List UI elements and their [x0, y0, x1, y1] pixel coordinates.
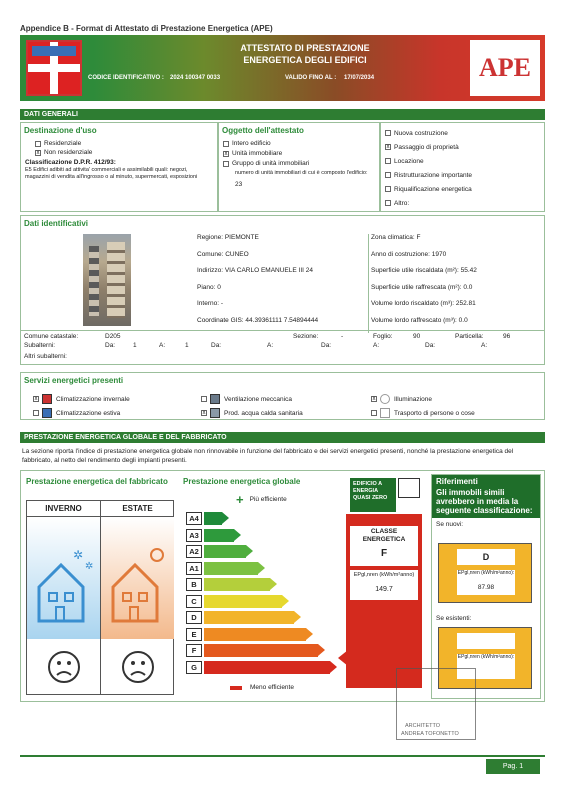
catasto-row-3: Altri subalterni:	[24, 353, 67, 360]
classe-label: CLASSE ENERGETICA	[350, 526, 418, 548]
class-label-f: F	[186, 644, 202, 657]
oggetto-box	[218, 122, 380, 212]
nuovi-class-card	[438, 543, 532, 603]
valid-label: VALIDO FINO AL :	[285, 75, 337, 81]
field-sup-raffrescata: Superficie utile raffrescata (m²): 0.0	[371, 283, 473, 291]
code-label: CODICE IDENTIFICATIVO :	[88, 75, 164, 81]
field-anno-costruzione: Anno di costruzione: 1970	[371, 250, 447, 258]
ep-label: EPgl,nren (kWh/m²anno)	[350, 570, 418, 586]
nzeb-checkbox	[398, 478, 420, 498]
option-ristrutturazione[interactable]: Ristrutturazione importante	[381, 168, 544, 182]
checkbox-checked-icon[interactable]: x	[36, 149, 40, 156]
valid-value: 17/07/2034	[344, 75, 375, 81]
servizio-ventilazione[interactable]: Ventilazione meccanica	[201, 394, 292, 404]
class-bar-e	[204, 628, 306, 641]
servizio-illuminazione[interactable]: x Illuminazione	[372, 395, 432, 403]
checkbox-checked-icon[interactable]: x	[372, 396, 376, 402]
nuovi-ep-value: 87.98	[457, 584, 515, 595]
winter-panel	[27, 517, 101, 639]
fabbricato-title: Prestazione energetica del fabbricato	[26, 477, 168, 486]
class-label-c: C	[186, 595, 202, 608]
catasto-row-2: Subalterni: Da: 1 A: 1 Da: A: Da: A: Da: A:	[24, 342, 488, 349]
classification-title: Classificazione D.P.R. 412/93:	[25, 159, 116, 166]
building-photo	[83, 234, 131, 326]
class-label-a4: A4	[186, 512, 202, 525]
class-bar-g	[204, 661, 330, 674]
riferimenti-subtitle: Gli immobili simili avrebbero in media la seguente classificazione:	[432, 488, 540, 518]
plus-icon: +	[236, 492, 244, 507]
elevator-icon	[380, 408, 390, 418]
motivo-box	[380, 122, 545, 212]
checkbox-icon[interactable]	[385, 130, 391, 136]
option-riqualificazione[interactable]: Riqualificazione energetica	[381, 182, 544, 196]
sad-face-icon	[121, 650, 155, 684]
option-non-residenziale[interactable]: x Non residenziale	[36, 149, 93, 156]
radiator-icon	[42, 394, 52, 404]
minus-icon	[230, 686, 242, 690]
servizio-acqua-calda[interactable]: x Prod. acqua calda sanitaria	[202, 409, 303, 417]
summer-header: ESTATE	[101, 501, 174, 517]
classe-value: F	[350, 548, 418, 566]
checkbox-icon[interactable]	[223, 161, 229, 167]
checkbox-checked-icon[interactable]: x	[34, 396, 38, 402]
winter-rating-face	[27, 639, 101, 695]
option-residenziale[interactable]: Residenziale	[21, 140, 217, 147]
svg-text:✲: ✲	[73, 548, 84, 562]
region-logo	[26, 40, 82, 96]
checkbox-checked-icon[interactable]: x	[224, 150, 228, 157]
class-bar-a4	[204, 512, 222, 525]
checkbox-icon[interactable]	[223, 141, 229, 147]
tap-icon	[210, 408, 220, 418]
class-bar-a2	[204, 545, 246, 558]
snowflake-icon	[42, 408, 52, 418]
fan-icon	[210, 394, 220, 404]
dati-identificativi-title: Dati identificativi	[24, 219, 89, 228]
banner-title-1: ATTESTATO DI PRESTAZIONE	[240, 43, 370, 53]
destinazione-title: Destinazione d'uso	[24, 126, 97, 135]
winter-header: INVERNO	[27, 501, 101, 517]
prestazione-intro: La sezione riporta l'indice di prestazione energetica globale non rinnovabile in funzione del fabbricato e dei servizi energetici presenti, nonché la prestazione energetica del fabbricato, al netto del rendimento degli impianti presenti.	[22, 448, 514, 464]
stamp-line-2: ANDREA TOFONETTO	[401, 731, 459, 737]
class-bar-b	[204, 578, 270, 591]
class-label-e: E	[186, 628, 202, 641]
servizio-clima-invernale[interactable]: x Climatizzazione invernale	[34, 395, 130, 403]
checkbox-icon[interactable]	[385, 172, 391, 178]
oggetto-title: Oggetto dell'attestato	[222, 126, 304, 135]
header-banner	[20, 35, 545, 101]
esistenti-class-value	[457, 633, 515, 649]
nuovi-label: Se nuovi:	[436, 521, 464, 528]
field-piano: Piano: 0	[197, 283, 221, 291]
destinazione-box	[20, 122, 218, 212]
section-prestazione: PRESTAZIONE ENERGETICA GLOBALE E DEL FABBRICATO	[20, 432, 545, 443]
ep-value: 149.7	[350, 586, 418, 600]
classification-text: E5 Edifici adibiti ad attivita' commerciali e assimilabili quali: negozi, magazzini di vendita all'ingrosso o al minuto, supermercati, esposizioni	[25, 167, 198, 180]
checkbox-checked-icon[interactable]: x	[202, 410, 206, 416]
servizi-box	[20, 372, 545, 420]
svg-text:✲: ✲	[85, 561, 94, 572]
doc-heading: Appendice B - Format di Attestato di Prestazione Energetica (APE)	[20, 24, 273, 33]
fabbricato-table	[26, 500, 174, 695]
class-label-a3: A3	[186, 529, 202, 542]
field-vol-riscaldato: Volume lordo riscaldato (m³): 252.81	[371, 300, 476, 307]
banner-title-2: ENERGETICA DEGLI EDIFICI	[243, 55, 367, 65]
checkbox-icon[interactable]	[33, 410, 39, 416]
class-label-g: G	[186, 661, 202, 674]
field-sup-riscaldata: Superficie utile riscaldata (m²): 55.42	[371, 267, 477, 274]
class-label-b: B	[186, 578, 202, 591]
field-comune: Comune: CUNEO	[197, 250, 249, 258]
option-gruppo-unita[interactable]: Gruppo di unità immobiliari	[219, 160, 379, 167]
field-regione: Regione: PIEMONTE	[197, 234, 259, 241]
summer-rating-face	[101, 639, 174, 695]
riferimenti-panel	[431, 474, 541, 699]
esistenti-ep-label: EPgl,nren (kWh/m²anno):	[457, 654, 515, 668]
section-dati-generali: DATI GENERALI	[20, 109, 545, 120]
winter-house-icon	[27, 517, 101, 639]
class-bar-a3	[204, 529, 234, 542]
ape-logo: APE	[470, 40, 540, 96]
units-label: numero di unità immobiliari di cui è composto l'edificio:	[235, 170, 368, 176]
field-coordinate: Coordinate GIS: 44.39361111 7.54894444	[197, 316, 319, 324]
nzeb-header: EDIFICIO A ENERGIA QUASI ZERO	[350, 478, 396, 512]
stamp-line-1: ARCHITETTO	[405, 723, 441, 729]
class-label-d: D	[186, 611, 202, 624]
option-altro[interactable]: Altro:	[381, 196, 544, 210]
servizio-trasporto[interactable]: Trasporto di persone o cose	[371, 408, 475, 418]
servizi-title: Servizi energetici presenti	[24, 376, 124, 385]
architect-stamp	[396, 668, 476, 740]
servizio-clima-estiva[interactable]: Climatizzazione estiva	[33, 408, 120, 418]
checkbox-checked-icon[interactable]: x	[386, 144, 390, 150]
classe-panel	[346, 514, 422, 688]
summer-house-icon	[101, 517, 174, 639]
checkbox-icon[interactable]	[385, 200, 391, 206]
field-indirizzo: Indirizzo: VIA CARLO EMANUELE III 24	[197, 267, 313, 274]
class-scale	[186, 512, 346, 682]
units-value: 23	[235, 181, 243, 188]
checkbox-icon[interactable]	[201, 396, 207, 402]
option-nuova-costruzione[interactable]: Nuova costruzione	[381, 126, 544, 140]
dati-identificativi-box	[20, 215, 545, 365]
footer-line	[20, 755, 545, 757]
class-bar-d	[204, 611, 294, 624]
bulb-icon	[380, 394, 390, 404]
class-bar-f	[204, 644, 318, 657]
summer-panel	[101, 517, 174, 639]
more-efficient-label: + Più efficiente	[236, 492, 287, 507]
class-bar-c	[204, 595, 282, 608]
option-passaggio-proprieta[interactable]: x Passaggio di proprietà	[386, 143, 459, 151]
class-label-a2: A2	[186, 545, 202, 558]
option-locazione[interactable]: Locazione	[381, 154, 544, 168]
checkbox-icon[interactable]	[385, 158, 391, 164]
class-label-a1: A1	[186, 562, 202, 575]
class-bar-a1	[204, 562, 258, 575]
ident-right-col	[368, 234, 543, 333]
nuovi-class-value: D	[457, 549, 515, 565]
page-number: Pag. 1	[486, 759, 540, 774]
option-unita-immobiliare[interactable]: x Unità immobiliare	[224, 150, 283, 157]
ident-left-col	[197, 234, 367, 333]
checkbox-icon[interactable]	[385, 186, 391, 192]
esistenti-label: Se esistenti:	[436, 615, 472, 622]
code-value: 2024 100347 0033	[170, 75, 221, 81]
riferimenti-title: Riferimenti	[432, 475, 540, 488]
checkbox-icon[interactable]	[35, 141, 41, 147]
globale-title: Prestazione energetica globale	[183, 477, 301, 486]
nuovi-ep-label: EPgl,nren (kWh/m²anno):	[457, 570, 515, 584]
catasto-row-1: Comune catastale: D205 Sezione: - Foglio: 90 Particella: 96	[21, 330, 544, 341]
field-zona-climatica: Zona climatica: F	[371, 234, 421, 241]
less-efficient-label: Meno efficiente	[230, 684, 294, 691]
field-vol-raffrescato: Volume lordo raffrescato (m³): 0.0	[371, 316, 468, 324]
checkbox-icon[interactable]	[371, 410, 377, 416]
sad-face-icon	[47, 650, 81, 684]
field-interno: Interno: -	[197, 300, 224, 307]
option-intero-edificio[interactable]: Intero edificio	[219, 140, 379, 147]
